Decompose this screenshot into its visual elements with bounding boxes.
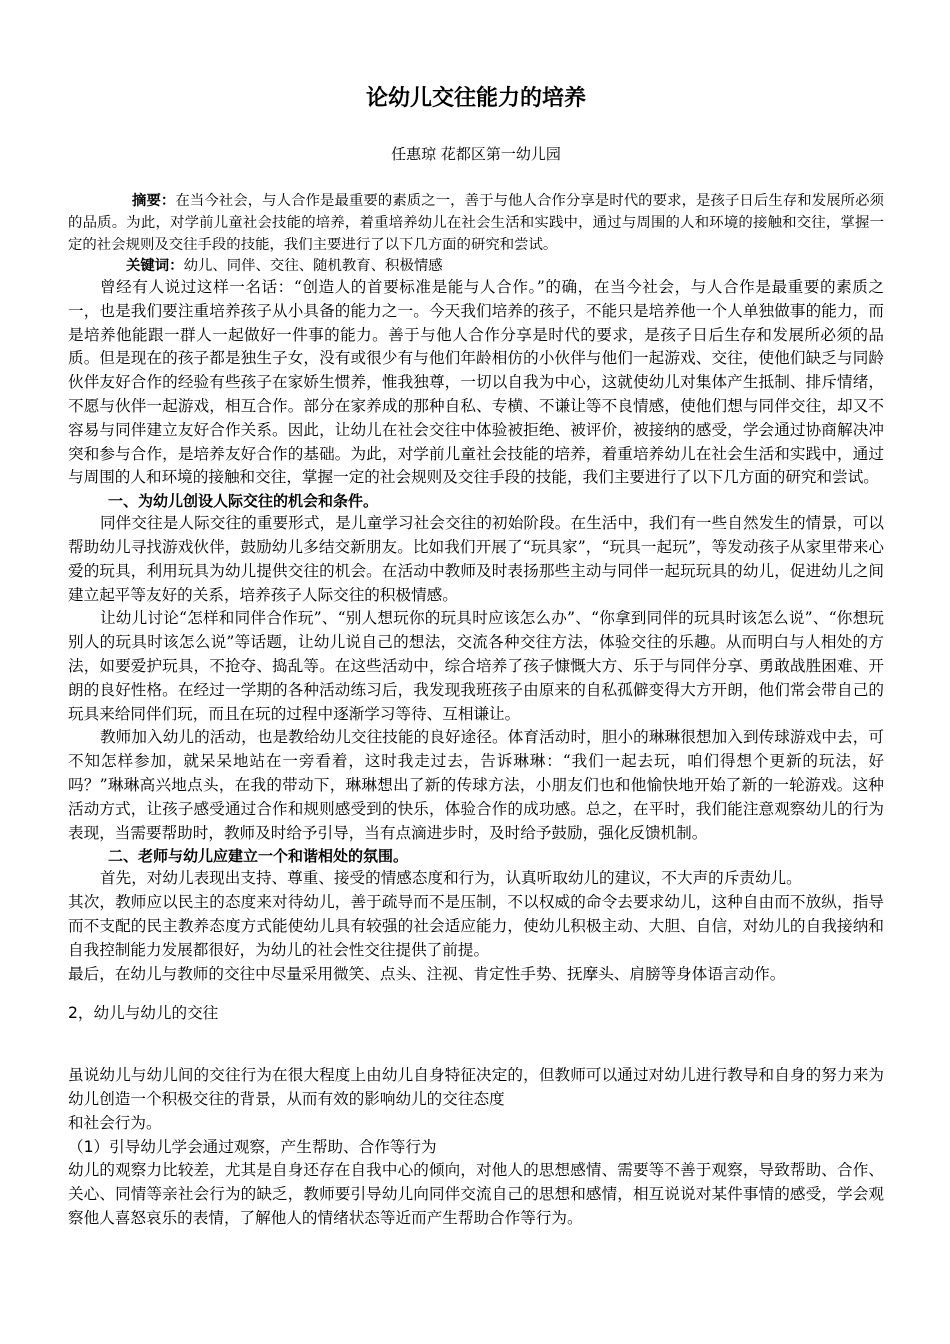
section2-heading: 二、老师与幼儿应建立一个和谐相处的氛围。 [108, 847, 409, 866]
section3-paragraph-line1: 虽说幼儿与幼儿间的交往行为在很大程度上由幼儿自身特征决定的，但教师可以通过对幼儿进行教导和自身的努力来为幼儿创造一个积极交往的背景，从而有效的影响幼儿的交往态度 [68, 1066, 884, 1108]
keywords [68, 256, 884, 276]
section1-paragraph-2: 让幼儿讨论“怎样和同伴合作玩”、“别人想玩你的玩具时应该怎么办”、“你拿到同伴的玩具时该怎么说”、“你想玩别人的玩具时该怎么说”等话题，让幼儿说自己的想法，交流各种交往方法，体验交往的乐趣。从而明白与人相处的方法，如要爱护玩具，不抢夺、捣乱等。在这些活动中，综合培养了孩子慷慨大方、乐于与同伴分享、勇敢战胜困难、开朗的良好性格。在经过一学期的各种活动练习后，我发现我班孩子由原来的自私孤僻变得大方开朗，他们常会带自己的玩具来给同伴们玩，而且在玩的过程中逐渐学习等待、互相谦让。 [68, 609, 884, 723]
section3-paragraph-line2: 和社会行为。 [68, 1113, 162, 1132]
abstract [68, 190, 884, 256]
keywords-text: 幼儿、同伴、交往、随机教育、积极情感 [183, 258, 443, 274]
section1-heading: 一、为幼儿创设人际交往的机会和条件。 [108, 492, 379, 511]
section2-paragraph-1: 首先，对幼儿表现出支持、尊重、接受的情感态度和行为，认真听取幼儿的建议，不大声的斥责幼儿。 [100, 869, 802, 888]
section2-paragraph-3: 最后，在幼儿与教师的交往中尽量采用微笑、点头、注视、肯定性手势、抚摩头、肩膀等身体语言动作。 [68, 964, 786, 983]
abstract-text: 在当今社会，与人合作是最重要的素质之一，善于与他人合作分享是时代的要求，是孩子日后生存和发展所必须的品质。为此，对学前儿童社会技能的培养，着重培养幼儿在社会生活和实践中，通过与周围的人和环境的接触和交往，掌握一定的社会规则及交往手段的技能，我们主要进行了以下几方面的研究和尝试。 [68, 193, 884, 253]
abstract-label: 摘要： [132, 193, 176, 209]
intro-paragraph: 曾经有人说过这样一名话：“创造人的首要标准是能与人合作。”的确，在当今社会，与人合作是最重要的素质之一，也是我们要注重培养孩子从小具备的能力之一。今天我们培养的孩子，不能只是培养他一个人单独做事的能力，而是培养他能跟一群人一起做好一件事的能力。善于与他人合作分享是时代的要求，是孩子日后生存和发展所必须的品质。但是现在的孩子都是独生子女，没有或很少有与他们年龄相仿的小伙伴与他们一起游戏、交往，使他们缺乏与同龄伙伴友好合作的经验有些孩子在家娇生惯养，惟我独尊，一切以自我为中心，这就使幼儿对集体产生抵制、排斥情绪，不愿与伙伴一起游戏，相互合作。部分在家养成的那种自私、专横、不谦让等不良情感，使他们想与同伴交往，却又不容易与同伴建立友好合作关系。因此，让幼儿在社会交往中体验被拒绝、被评价，被接纳的感受，学会通过协商解决冲突和参与合作，是培养友好合作的基础。为此，对学前儿童社会技能的培养，着重培养幼儿在社会生活和实践中，通过与周围的人和环境的接触和交往，掌握一定的社会规则及交往手段的技能，我们主要进行了以下几方面的研究和尝试。 [68, 278, 884, 487]
section1-paragraph-3: 教师加入幼儿的活动，也是教给幼儿交往技能的良好途径。体育活动时，胆小的琳琳很想加入到传球游戏中去，可不知怎样参加，就呆呆地站在一旁看着，这时我走过去，告诉琳琳：“我们一起去玩，咱们得想个更新的玩法，好吗？”琳琳高兴地点头，在我的带动下，琳琳想出了新的传球方法，小朋友们也和他愉快地开始了新的一轮游戏。这种活动方式，让孩子感受通过合作和规则感受到的快乐，体验合作的成功感。总之，在平时，我们能注意观察幼儿的行为表现，当需要帮助时，教师及时给予引导，当有点滴进步时，及时给予鼓励，强化反馈机制。 [68, 728, 884, 842]
keywords-label: 关键词： [126, 258, 184, 274]
author-line: 任惠琼 花都区第一幼儿园 [391, 145, 561, 163]
section2-paragraph-2: 其次，教师应以民主的态度来对待幼儿，善于疏导而不是压制，不以权威的命令去要求幼儿，这种自由而不放纵，指导而不支配的民主教养态度方式能使幼儿具有较强的社会适应能力，使幼儿积极主动、大胆、自信，对幼儿的自我接纳和自我控制能力发展都很好，为幼儿的社会性交往提供了前提。 [68, 893, 884, 959]
section3-heading: 2，幼儿与幼儿的交往 [68, 1004, 219, 1023]
section3-subheading-1-text: 幼儿的观察力比较差，尤其是自身还存在自我中心的倾向，对他人的思想感情、需要等不善于观察，导致帮助、合作、关心、同情等亲社会行为的缺乏，教师要引导幼儿向同伴交流自己的思想和感情，相互说说对某件事情的感受，学会观察他人喜怒哀乐的表情，了解他人的情绪状态等近而产生帮助合作等行为。 [68, 1161, 884, 1227]
section3-subheading-1: （1）引导幼儿学会通过观察，产生帮助、合作等行为 [68, 1137, 437, 1156]
document-title: 论幼儿交往能力的培养 [365, 86, 586, 111]
section1-paragraph-1: 同伴交往是人际交往的重要形式，是儿童学习社会交往的初始阶段。在生活中，我们有一些自然发生的情景，可以帮助幼儿寻找游戏伙伴，鼓励幼儿多结交新朋友。比如我们开展了“玩具家”，“玩具一起玩”，等发动孩子从家里带来心爱的玩具，利用玩具为幼儿提供交往的机会。在活动中教师及时表扬那些主动与同伴一起玩玩具的幼儿，促进幼儿之间建立起平等友好的关系，培养孩子人际交往的积极情感。 [68, 514, 884, 604]
